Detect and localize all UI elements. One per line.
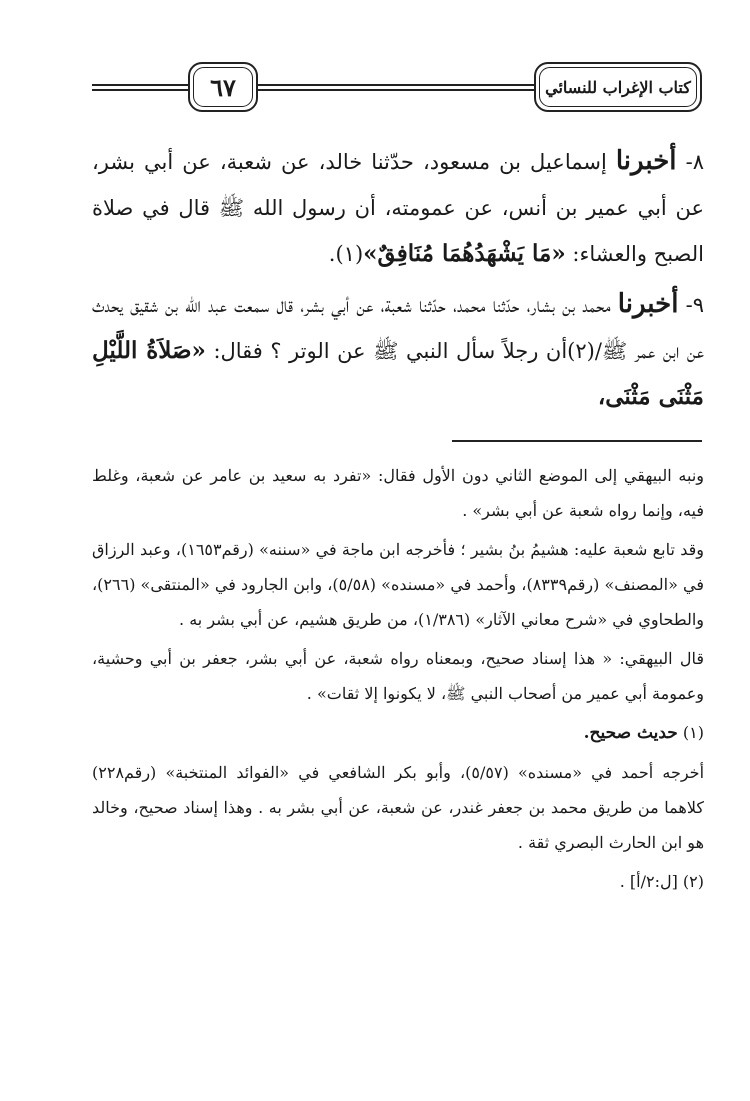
footnote-separator	[452, 440, 702, 442]
hadith-8-footnote-ref: (١).	[328, 242, 364, 266]
hadith-9-number: ٩-	[678, 293, 704, 317]
page-number: ٦٧	[210, 72, 236, 102]
main-text	[92, 138, 704, 424]
book-title-box	[534, 62, 702, 112]
note-paragraph: وقد تابع شعبة عليه: هشيمُ بنُ بشير ؛ فأخرجه ابن ماجة في «سننه» (رقم١٦٥٣)، وعبد الرزاق في «المصنف» (رقم٨٣٣٩)، وأحمد في «مسنده» (٥/٥٨)، وابن الجارود في «المنتقى» (٢٦٦)، والطحاوي في «شرح معاني الآثار» (١/٣٨٦)، من طريق هشيم، عن أبي بشر به .	[92, 540, 705, 629]
footnote-1	[92, 715, 704, 751]
hadith-9-text: محمد بن بشار، حدّثنا محمد، حدّثنا شعبة، عن أبي بشر، قال سمعت عبد الله بن شقيق يحدث عن ابن عمر ﷺ/(٢)أن رجلاً سأل النبي ﷺ عن الوتر ؟ فقال:	[92, 293, 705, 363]
book-title: كتاب الإغراب للنسائي	[545, 77, 691, 97]
hadith-8-number: ٨-	[676, 150, 704, 174]
hadith-8	[92, 138, 704, 277]
footnotes	[92, 458, 704, 899]
footnote-1-heading: حديث صحيح.	[583, 723, 678, 743]
hadith-9	[92, 281, 704, 420]
note-paragraph: أخرجه أحمد في «مسنده» (٥/٥٧)، وأبو بكر الشافعي في «الفوائد المنتخبة» (رقم٢٢٨) كلاهما من طريق محمد بن جعفر غندر، عن شعبة، عن أبي بشر به . وهذا إسناد صحيح، وخالد هو ابن الحارث البصري ثقة .	[92, 763, 705, 852]
page-number-box	[188, 62, 258, 112]
footnote-2: (٢) [ل:٢/أ] .	[619, 872, 704, 891]
hadith-9-lead: أخبرنا	[617, 289, 679, 319]
note-paragraph: قال البيهقي: « هذا إسناد صحيح، وبمعناه رواه شعبة، عن أبي بشر، جعفر بن أبي وحشية، وعمومة أبي عمير من أصحاب النبي ﷺ، لا يكونوا إلا ثقات» .	[92, 649, 704, 703]
note-paragraph: ونبه البيهقي إلى الموضع الثاني دون الأول فقال: «تفرد به سعيد بن عامر عن شعبة، وغلط فيه، وإنما رواه شعبة عن أبي بشر» .	[92, 466, 704, 520]
hadith-8-quote: «مَا يَشْهَدُهُمَا مُنَافِقٌ»	[363, 240, 566, 267]
hadith-9-quote: «صَلاَةُ اللَّيْلِ مَثْنَى مَثْنَى،	[92, 337, 704, 410]
hadith-8-lead: أخبرنا	[615, 146, 677, 176]
footnote-1-label: (١)	[677, 723, 704, 742]
hadith-8-text: إسماعيل بن مسعود، حدّثنا خالد، عن شعبة، عن أبي بشر، عن أبي عمير بن أنس، عن عمومته، أن رسول الله ﷺ قال في صلاة الصبح والعشاء:	[92, 150, 704, 266]
page-header	[92, 62, 702, 120]
